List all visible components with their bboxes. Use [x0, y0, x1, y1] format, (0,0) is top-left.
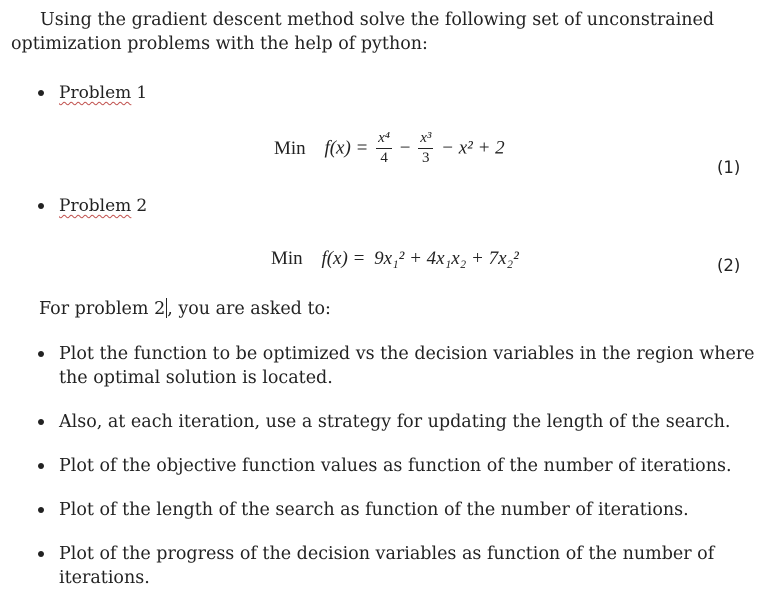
bullet-icon — [38, 507, 44, 513]
task-1-line-1: Plot the function to be optimized vs the decision variables in the region where — [59, 344, 755, 364]
eq1-frac1-num: x⁴ — [378, 130, 390, 146]
task-2-line-1: Also, at each iteration, use a strategy for updating the length of the search. — [59, 412, 731, 432]
eq1-fraction-2 — [418, 130, 433, 167]
problem-1-heading — [59, 82, 147, 104]
eq1-rest: − x² + 2 — [441, 137, 505, 159]
bullet-icon — [38, 90, 44, 96]
bullet-icon — [38, 551, 44, 557]
eq1-frac2-num: x³ — [420, 130, 432, 146]
eq1-minus: − — [399, 137, 411, 159]
eq2-rhs: 9x₁² + 4x₁x₂ + 7x₂² — [374, 248, 519, 269]
task-4-line-1: Plot of the length of the search as function of the number of iterations. — [59, 500, 689, 520]
task-5-line-2: iterations. — [59, 568, 150, 588]
equation-1 — [274, 130, 505, 167]
problem-1-number: 1 — [136, 83, 148, 103]
eq1-fraction-1 — [376, 130, 392, 167]
problem-2-heading — [59, 195, 147, 217]
problem-2-number: 2 — [136, 196, 148, 216]
problem-2-label: Problem — [59, 196, 132, 216]
for-problem-line — [39, 297, 331, 321]
bullet-icon — [38, 419, 44, 425]
eq1-lhs: f(x) = — [324, 137, 369, 159]
task-3-line-1: Plot of the objective function values as function of the number of iterations. — [59, 456, 732, 476]
for-problem-text-b: , you are asked to: — [167, 299, 331, 319]
equation-2-number: (2) — [717, 256, 741, 275]
task-1-line-2: the optimal solution is located. — [59, 368, 333, 388]
intro-line-1: Using the gradient descent method solve the following set of unconstrained — [40, 10, 715, 30]
for-problem-text-a: For problem 2 — [39, 299, 166, 319]
bullet-icon — [38, 463, 44, 469]
eq2-lhs: f(x) = — [321, 248, 366, 269]
eq1-min-label: Min — [274, 137, 306, 159]
eq1-frac2-den: 3 — [422, 150, 430, 166]
problem-1-label: Problem — [59, 83, 132, 103]
bullet-icon — [38, 351, 44, 357]
eq2-min-label: Min — [271, 248, 303, 269]
task-5-line-1: Plot of the progress of the decision variables as function of the number of — [59, 544, 715, 564]
bullet-icon — [38, 203, 44, 209]
equation-1-number: (1) — [717, 158, 741, 177]
equation-2 — [271, 248, 519, 270]
eq1-frac1-den: 4 — [380, 150, 388, 166]
intro-line-2: optimization problems with the help of python: — [11, 34, 428, 54]
